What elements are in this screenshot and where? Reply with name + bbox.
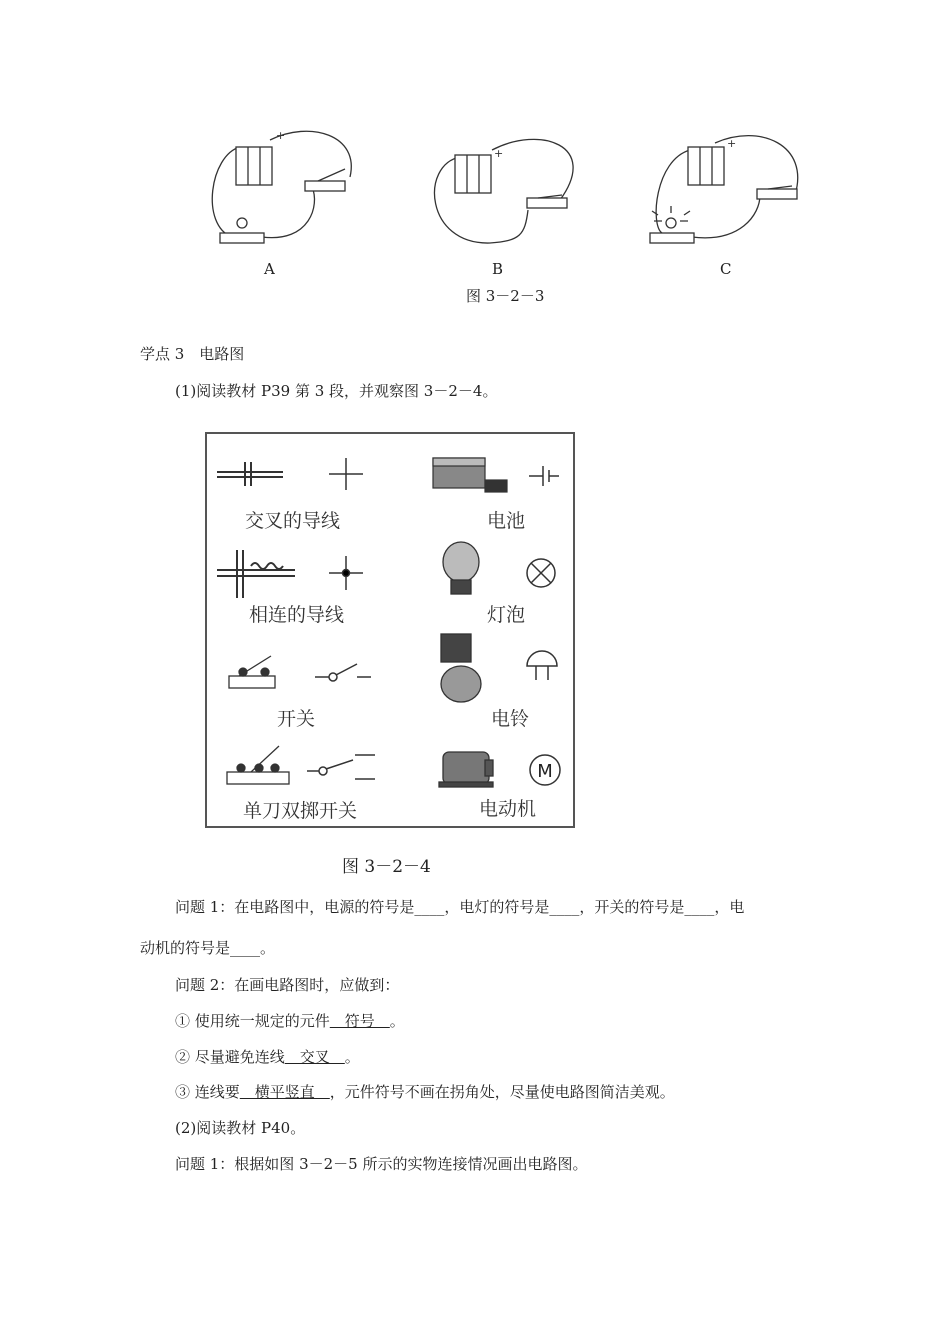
- battery-picture: [433, 458, 507, 492]
- answer-item-2-prefix: ② 尽量避免连线: [175, 1048, 285, 1066]
- circuit-c: [650, 136, 798, 243]
- question-1-line-2: 动机的符号是____。: [140, 939, 276, 957]
- switch-symbol: [315, 664, 371, 681]
- svg-text:+: +: [276, 129, 286, 142]
- label-bell: 电铃: [491, 708, 530, 730]
- joined-wire-picture: [217, 550, 295, 598]
- label-cross-wire: 交叉的导线: [245, 510, 341, 532]
- label-spdt-switch: 单刀双掷开关: [243, 800, 358, 822]
- svg-text:+: +: [727, 137, 737, 150]
- circuit-label-c: C: [720, 260, 732, 278]
- instruction-1: (1)阅读教材 P39 第 3 段，并观察图 3－2－4。: [175, 382, 498, 400]
- spdt-switch-symbol: [307, 755, 375, 779]
- answer-item-1-suffix: 。: [389, 1012, 405, 1030]
- answer-item-3-suffix: ，元件符号不画在拐角处，尽量使电路图简洁美观。: [329, 1083, 675, 1101]
- question-1-line-1: 问题 1：在电路图中，电源的符号是____，电灯的符号是____，开关的符号是____，电: [175, 898, 745, 916]
- bell-symbol: [527, 651, 557, 680]
- question-2: 问题 2：在画电路图时，应做到：: [175, 976, 400, 994]
- section-title: 学点 3 电路图: [140, 345, 245, 363]
- label-bulb: 灯泡: [487, 604, 526, 626]
- label-motor: 电动机: [479, 798, 537, 820]
- circuit-a: [212, 131, 351, 243]
- circuit-label-b: B: [492, 260, 504, 278]
- figure-3-2-3-caption: 图 3－2－3: [466, 287, 545, 305]
- figure-3-2-4: [205, 432, 575, 828]
- symbol-drawings: [207, 434, 573, 826]
- circuit-label-a: A: [264, 260, 275, 278]
- label-battery: 电池: [487, 510, 526, 532]
- answer-item-1: [175, 1010, 405, 1031]
- answer-item-1-blank: 符号: [329, 1012, 390, 1030]
- label-switch: 开关: [277, 708, 316, 730]
- battery-symbol: [529, 466, 559, 486]
- bulb-picture: [443, 542, 479, 594]
- question-3: 问题 1：根据如图 3－2－5 所示的实物连接情况画出电路图。: [175, 1155, 588, 1173]
- svg-text:+: +: [494, 147, 504, 160]
- motor-picture: [439, 752, 493, 787]
- bell-picture: [441, 634, 481, 702]
- figure-3-2-3: [200, 125, 820, 280]
- answer-item-3-prefix: ③ 连线要: [175, 1083, 240, 1101]
- answer-item-2-blank: 交叉: [284, 1048, 345, 1066]
- label-joined-wire: 相连的导线: [249, 604, 345, 626]
- spdt-switch-picture: [227, 746, 289, 784]
- switch-picture: [229, 656, 275, 688]
- bulb-symbol: [527, 559, 555, 587]
- answer-item-3: [175, 1081, 675, 1102]
- answer-item-2-suffix: 。: [344, 1048, 360, 1066]
- motor-symbol-letter: M: [537, 761, 553, 782]
- answer-item-3-blank: 横平竖直: [239, 1083, 330, 1101]
- instruction-2: (2)阅读教材 P40。: [175, 1119, 306, 1137]
- circuit-b: [435, 139, 574, 243]
- figure-3-2-4-caption: 图 3－2－4: [342, 857, 431, 877]
- cross-wire-picture: [217, 462, 283, 486]
- cross-wire-symbol: [329, 458, 363, 490]
- joined-wire-symbol: [329, 556, 363, 590]
- answer-item-1-prefix: ① 使用统一规定的元件: [175, 1012, 330, 1030]
- answer-item-2: [175, 1046, 360, 1067]
